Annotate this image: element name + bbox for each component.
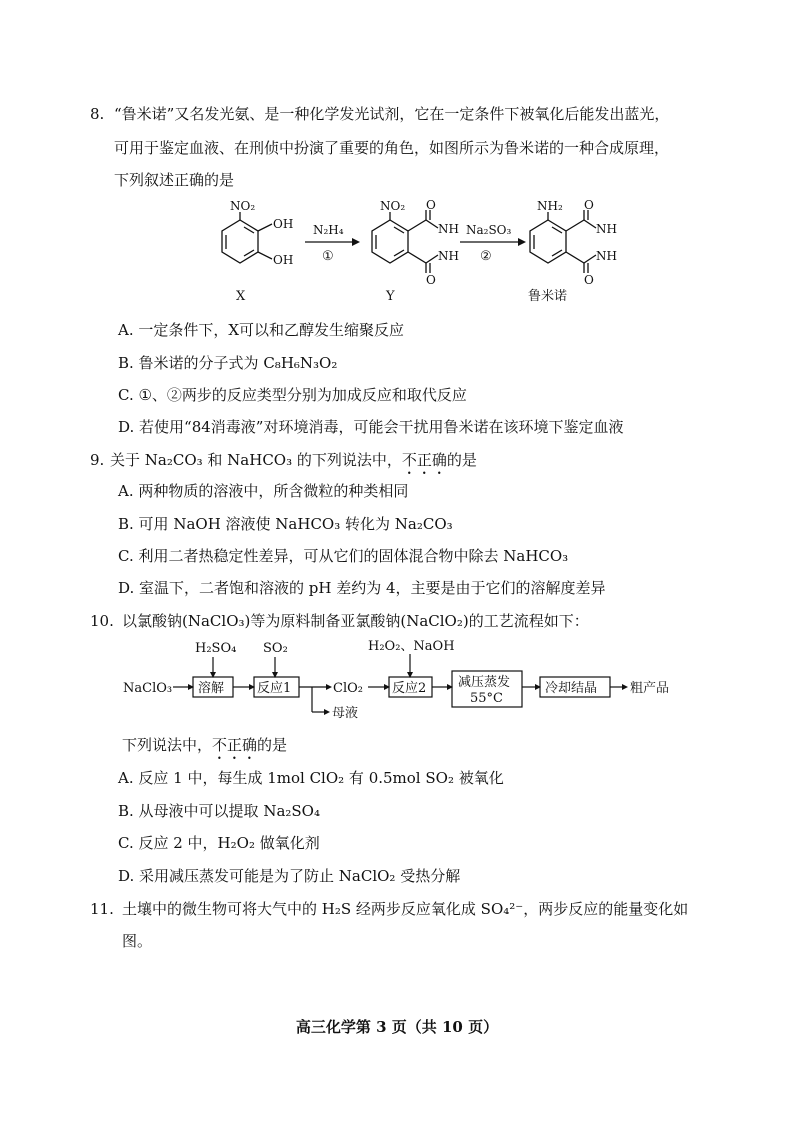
flow-reagent-so2: SO₂: [263, 641, 288, 656]
q10-option-a: A. 反应 1 中，每生成 1mol ClO₂ 有 0.5mol SO₂ 被氧化: [118, 769, 504, 787]
q8-stem-line3: 下列叙述正确的是: [114, 171, 235, 189]
x-no2-label: NO₂: [230, 200, 256, 213]
q9-option-d: D. 室温下，二者饱和溶液的 pH 差约为 4，主要是由于它们的溶解度差异: [118, 579, 606, 597]
step-1-label: ①: [322, 249, 334, 264]
step-2-label: ②: [480, 249, 492, 264]
flow-box-evaporation-line1: 减压蒸发: [458, 675, 511, 690]
flow-box-reaction2-label: 反应2: [392, 681, 427, 696]
luminol-nh2-label: NH₂: [537, 200, 563, 213]
q10-sub-pre: 下列说法中，: [122, 736, 213, 754]
arrowhead-2: [518, 238, 526, 246]
y-no2-label: NO₂: [380, 200, 406, 213]
luminol-label: 鲁米诺: [528, 289, 568, 304]
q9-option-b: B. 可用 NaOH 溶液使 NaHCO₃ 转化为 Na₂CO₃: [118, 515, 453, 533]
x-benzene-ring: [222, 220, 258, 263]
q9-option-a: A. 两种物质的溶液中，所含微粒的种类相同: [118, 482, 409, 500]
question-number-8: 8.: [90, 105, 105, 123]
luminol-benzene-ring: [530, 220, 566, 263]
luminol-o-label-1: O: [584, 200, 594, 212]
q10-sub-stem: [122, 735, 287, 763]
x-oh-label-1: OH: [273, 217, 294, 231]
q9-option-c: C. 利用二者热稳定性差异，可从它们的固体混合物中除去 NaHCO₃: [118, 547, 569, 565]
flow-intermediate-clo2: ClO₂: [333, 681, 363, 696]
q9-stem-post: 的是: [446, 451, 477, 469]
x-oh-label-2: OH: [273, 253, 294, 267]
question-number-10: 10.: [90, 612, 114, 630]
flow-box-reaction1-label: 反应1: [257, 681, 292, 696]
flow-box-crystallization-label: 冷却结晶: [545, 681, 598, 696]
q10-option-c: C. 反应 2 中，H₂O₂ 做氧化剂: [118, 834, 320, 852]
q10-option-b: B. 从母液中可以提取 Na₂SO₄: [118, 802, 320, 820]
flow-reagent-h2so4: H₂SO₄: [195, 641, 237, 656]
flow-box-evaporation-line2: 55°C: [470, 691, 503, 706]
arrowhead-1: [352, 238, 360, 246]
compound-y-label: Y: [386, 289, 395, 304]
q10-option-d: D. 采用减压蒸发可能是为了防止 NaClO₂ 受热分解: [118, 867, 461, 885]
question-number-9: 9.: [90, 451, 105, 469]
q10-stem: 以氯酸钠(NaClO₃)等为原料制备亚氯酸钠(NaClO₂)的工艺流程如下：: [122, 612, 589, 630]
q8-stem-line1: “鲁米诺”又名发光氨、是一种化学发光试剂，它在一定条件下被氧化后能发出蓝光，: [114, 105, 670, 123]
luminol-synthesis-scheme: [0, 200, 794, 310]
q8-option-b: B. 鲁米诺的分子式为 C₈H₆N₃O₂: [118, 354, 338, 372]
luminol-o-label-2: O: [584, 273, 594, 287]
luminol-nh-label-1: NH: [596, 222, 617, 236]
q9-stem-emphasis: 不正确: [401, 451, 447, 469]
flow-reagent-h2o2-naoh: H₂O₂、NaOH: [368, 639, 455, 654]
y-o-label-1: O: [426, 200, 436, 212]
q8-option-c: C. ①、②两步的反应类型分别为加成反应和取代反应: [118, 386, 467, 404]
y-nh-label-2: NH: [438, 249, 459, 263]
y-benzene-ring: [372, 220, 408, 263]
q9-stem-pre: 关于 Na₂CO₃ 和 NaHCO₃ 的下列说法中，: [110, 451, 402, 469]
q8-stem-line2: 可用于鉴定血液、在刑侦中扮演了重要的角色，如图所示为鲁米诺的一种合成原理，: [114, 139, 670, 157]
y-o-label-2: O: [426, 273, 436, 287]
q8-option-a: A. 一定条件下，X可以和乙醇发生缩聚反应: [118, 321, 405, 339]
q11-stem-line1: 土壤中的微生物可将大气中的 H₂S 经两步反应氧化成 SO₄²⁻，两步反应的能量变化如: [122, 900, 689, 918]
flow-box-dissolve-label: 溶解: [198, 681, 225, 696]
flow-start-naclo3: NaClO₃: [123, 681, 173, 696]
process-flow-diagram: [0, 634, 794, 724]
q11-stem-line2: 图。: [122, 932, 153, 950]
question-number-11: 11.: [90, 900, 114, 918]
reagent-n2h4: N₂H₄: [313, 223, 344, 237]
y-nh-label-1: NH: [438, 222, 459, 236]
compound-x-label: X: [236, 289, 246, 304]
q8-option-d: D. 若使用“84消毒液”对环境消毒，可能会干扰用鲁米诺在该环境下鉴定血液: [118, 418, 624, 436]
q9-stem: [110, 450, 477, 478]
flow-product: 粗产品: [630, 681, 670, 696]
q10-sub-post: 的是: [257, 736, 288, 754]
reagent-na2so3: Na₂SO₃: [466, 223, 512, 237]
flow-byproduct-mother-liquor: 母液: [332, 706, 359, 721]
page-footer: 高三化学第 3 页（共 10 页）: [295, 1018, 499, 1036]
q10-sub-emphasis: 不正确: [212, 736, 258, 754]
luminol-nh-label-2: NH: [596, 249, 617, 263]
